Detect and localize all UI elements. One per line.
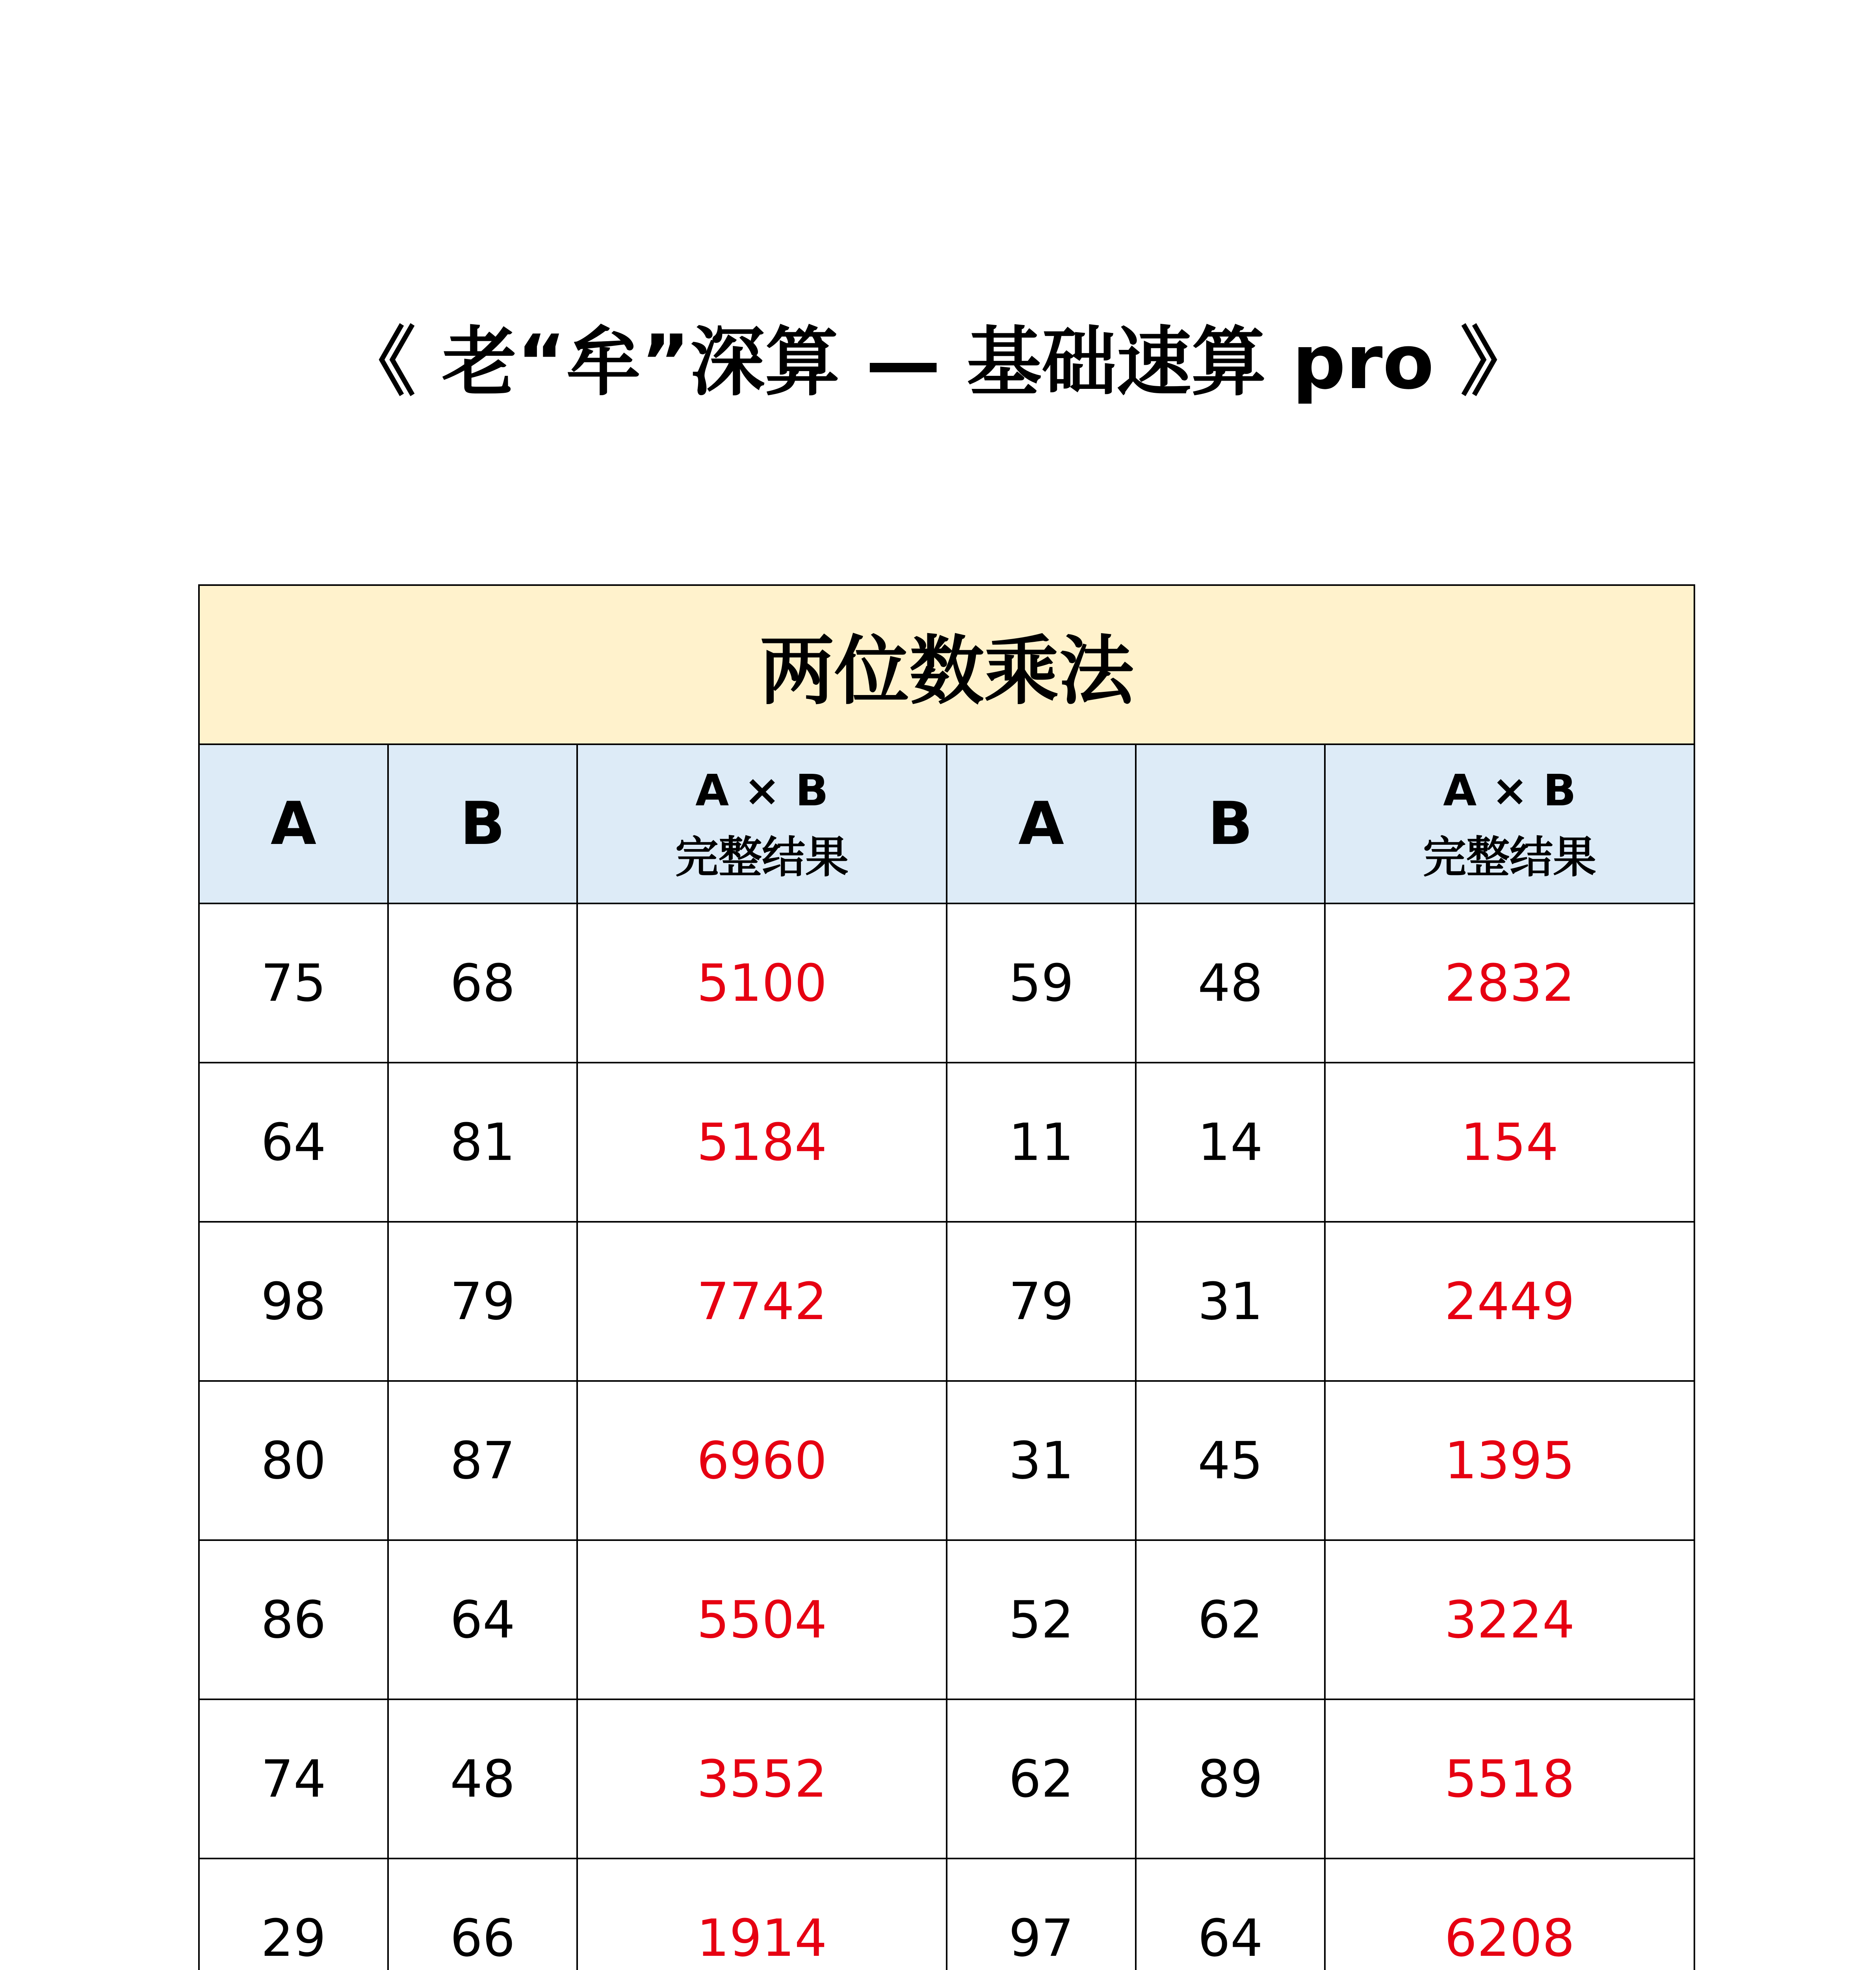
table-row: [199, 1699, 1694, 1858]
cell-a: 62: [947, 1699, 1136, 1858]
cell-a: 52: [947, 1540, 1136, 1699]
table-row: [199, 1540, 1694, 1699]
table-row: [199, 1222, 1694, 1381]
cell-b: 66: [388, 1858, 577, 1970]
cell-result: 3224: [1325, 1540, 1694, 1699]
table-row: [199, 1063, 1694, 1222]
cell-result: 1395: [1325, 1381, 1694, 1540]
cell-b: 48: [1136, 903, 1325, 1063]
cell-b: 64: [1136, 1858, 1325, 1970]
cell-a: 86: [199, 1540, 388, 1699]
cell-b: 31: [1136, 1222, 1325, 1381]
cell-b: 48: [388, 1699, 577, 1858]
cell-b: 68: [388, 903, 577, 1063]
cell-result: 5504: [577, 1540, 947, 1699]
column-header-product: [577, 744, 947, 903]
multiplication-table: [198, 584, 1695, 1970]
column-header-product-caption: 完整结果: [675, 832, 849, 883]
cell-a: 64: [199, 1063, 388, 1222]
column-header-a: A: [199, 744, 388, 903]
column-header-product-formula: A × B: [695, 765, 828, 816]
cell-a: 59: [947, 903, 1136, 1063]
page-title: 《 老“牟”深算 — 基础速算 pro 》: [341, 319, 1535, 406]
cell-a: 98: [199, 1222, 388, 1381]
cell-a: 79: [947, 1222, 1136, 1381]
cell-b: 79: [388, 1222, 577, 1381]
cell-result: 5184: [577, 1063, 947, 1222]
cell-a: 31: [947, 1381, 1136, 1540]
column-header-product: [1325, 744, 1694, 903]
cell-b: 62: [1136, 1540, 1325, 1699]
column-header-product-caption: 完整结果: [1423, 832, 1596, 883]
column-header-product-formula: A × B: [1443, 765, 1576, 816]
cell-result: 2832: [1325, 903, 1694, 1063]
column-header-b: B: [388, 744, 577, 903]
cell-result: 6208: [1325, 1858, 1694, 1970]
cell-a: 29: [199, 1858, 388, 1970]
cell-result: 154: [1325, 1063, 1694, 1222]
cell-b: 87: [388, 1381, 577, 1540]
cell-b: 81: [388, 1063, 577, 1222]
table-banner: 两位数乘法: [199, 585, 1694, 744]
column-header-a: A: [947, 744, 1136, 903]
cell-b: 45: [1136, 1381, 1325, 1540]
cell-result: 5518: [1325, 1699, 1694, 1858]
cell-result: 7742: [577, 1222, 947, 1381]
cell-a: 80: [199, 1381, 388, 1540]
cell-a: 75: [199, 903, 388, 1063]
column-header-b: B: [1136, 744, 1325, 903]
cell-a: 11: [947, 1063, 1136, 1222]
cell-result: 3552: [577, 1699, 947, 1858]
cell-b: 14: [1136, 1063, 1325, 1222]
table-row: [199, 1381, 1694, 1540]
cell-result: 5100: [577, 903, 947, 1063]
cell-result: 6960: [577, 1381, 947, 1540]
cell-result: 2449: [1325, 1222, 1694, 1381]
cell-a: 74: [199, 1699, 388, 1858]
table-body: [199, 903, 1694, 1970]
table-header-row: [199, 744, 1694, 903]
cell-b: 64: [388, 1540, 577, 1699]
cell-result: 1914: [577, 1858, 947, 1970]
cell-a: 97: [947, 1858, 1136, 1970]
table-row: [199, 903, 1694, 1063]
table-row: [199, 1858, 1694, 1970]
cell-b: 89: [1136, 1699, 1325, 1858]
